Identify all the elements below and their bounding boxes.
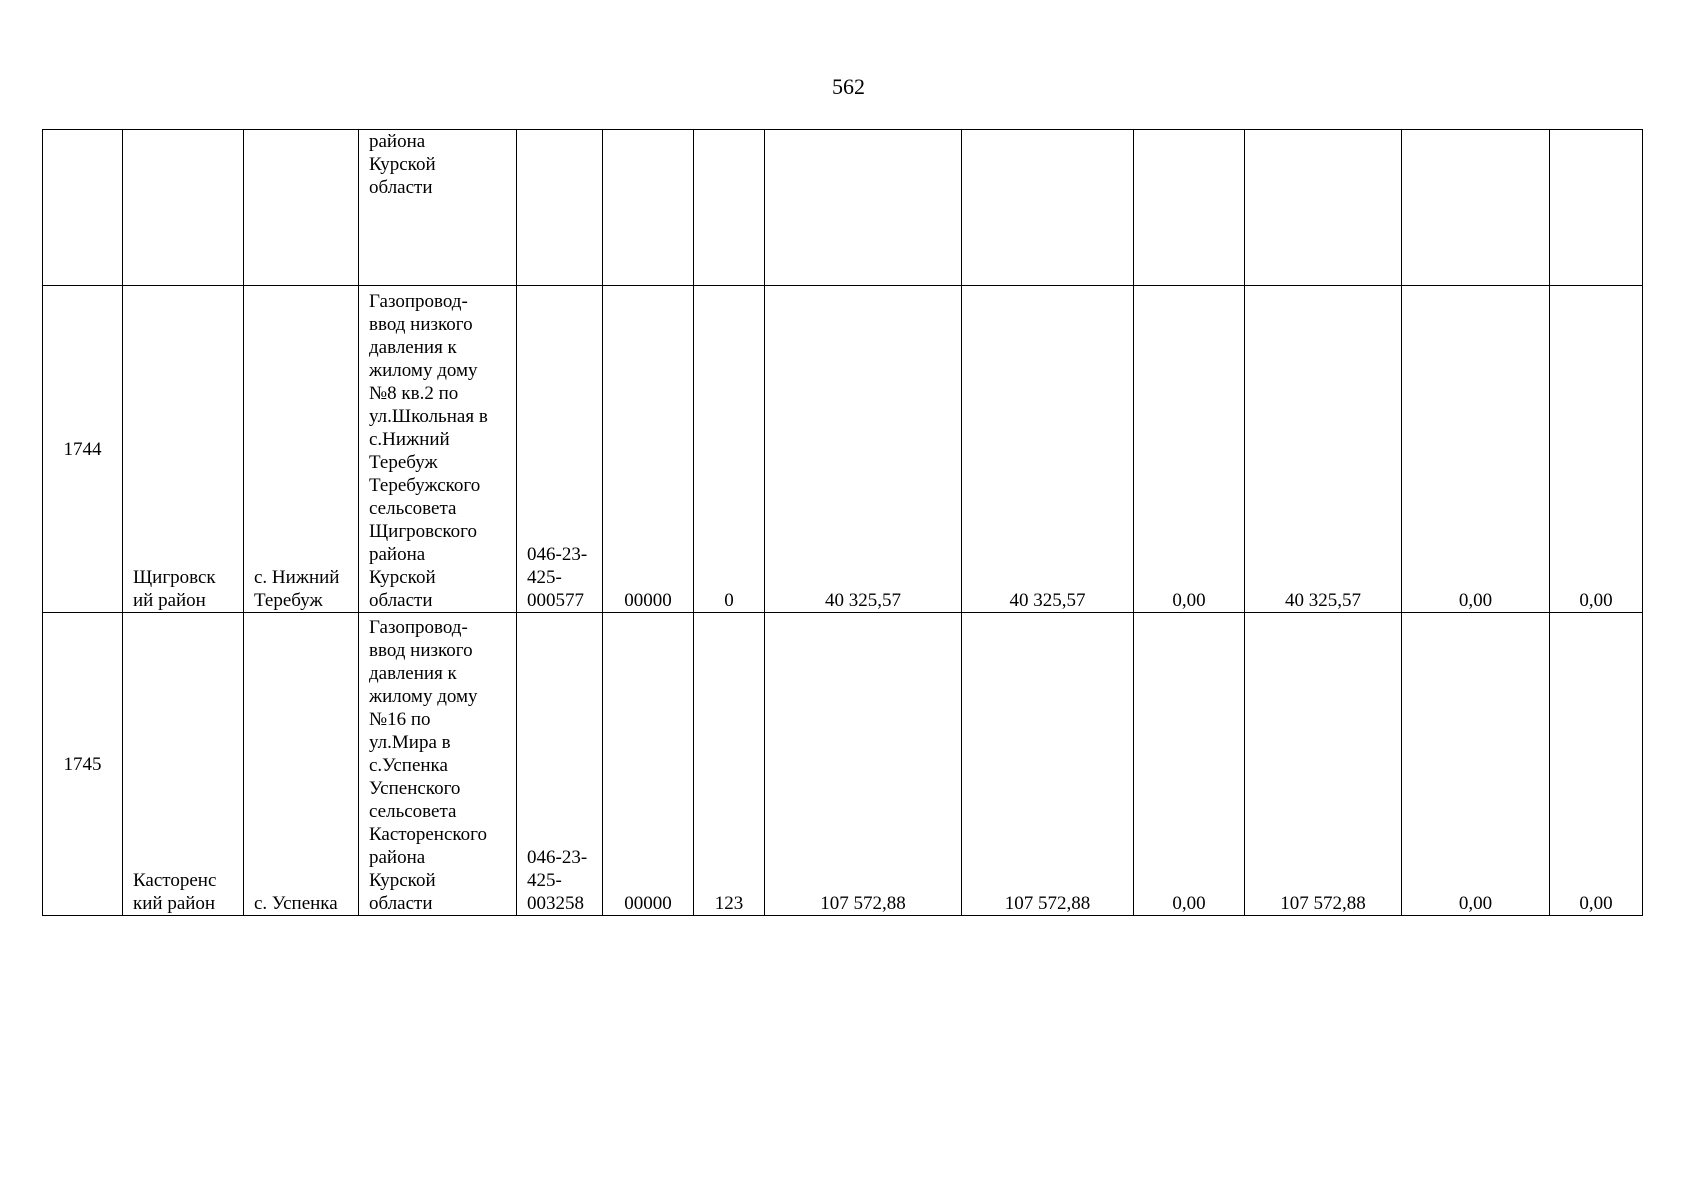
cell-value-4 xyxy=(1245,130,1402,286)
district-line: Касторенс xyxy=(133,870,217,891)
cell-value-1: 40 325,57 xyxy=(765,286,962,613)
register-table xyxy=(42,129,1643,916)
table-row-continuation xyxy=(43,130,1643,286)
settlement-line: с. Нижний xyxy=(254,567,340,588)
object-name-line: области xyxy=(369,177,433,198)
cell-value-6: 0,00 xyxy=(1550,613,1643,916)
cell-length: 0 xyxy=(694,286,765,613)
cadastral-line: 046-23- xyxy=(527,847,588,868)
cell-length: 123 xyxy=(694,613,765,916)
cell-object-name xyxy=(359,286,517,613)
cell-value-4: 40 325,57 xyxy=(1245,286,1402,613)
object-name-line: давления к xyxy=(369,337,457,358)
cell-value-1: 107 572,88 xyxy=(765,613,962,916)
district-line: Щигровск xyxy=(133,567,216,588)
cadastral-line: 425- xyxy=(527,870,562,891)
cell-value-5: 0,00 xyxy=(1402,613,1550,916)
object-name-line: жилому дому xyxy=(369,360,478,381)
cell-length xyxy=(694,130,765,286)
object-name-line: Касторенского xyxy=(369,824,487,845)
object-name-line: ул.Школьная в xyxy=(369,406,488,427)
district-line: ий район xyxy=(133,590,206,611)
object-name-line: Курской xyxy=(369,154,436,175)
object-name-line: Успенского xyxy=(369,778,461,799)
cell-value-2 xyxy=(962,130,1134,286)
cell-value-2: 107 572,88 xyxy=(962,613,1134,916)
object-name-line: Газопровод- xyxy=(369,617,468,638)
cadastral-line: 000577 xyxy=(527,590,584,611)
cell-value-5: 0,00 xyxy=(1402,286,1550,613)
page-number: 562 xyxy=(832,74,865,99)
cell-district xyxy=(123,613,244,916)
cell-settlement xyxy=(244,286,359,613)
cell-value-4: 107 572,88 xyxy=(1245,613,1402,916)
cell-code: 00000 xyxy=(603,613,694,916)
cell-cadastral xyxy=(517,613,603,916)
object-name-line: сельсовета xyxy=(369,498,457,519)
cell-value-2: 40 325,57 xyxy=(962,286,1134,613)
object-name-line: области xyxy=(369,590,433,611)
cell-settlement xyxy=(244,130,359,286)
cell-cadastral xyxy=(517,130,603,286)
object-name-line: жилому дому xyxy=(369,686,478,707)
object-name-line: Курской xyxy=(369,567,436,588)
object-name-line: ввод низкого xyxy=(369,640,473,661)
cell-value-3: 0,00 xyxy=(1134,613,1245,916)
cell-value-6: 0,00 xyxy=(1550,286,1643,613)
object-name-line: Теребуж xyxy=(369,452,438,473)
object-name-line: Щигровского xyxy=(369,521,478,542)
object-name-line: области xyxy=(369,893,433,914)
settlement-line: с. Успенка xyxy=(254,893,338,914)
table-row xyxy=(43,613,1643,916)
cell-settlement xyxy=(244,613,359,916)
object-name-line: района xyxy=(369,847,426,868)
cadastral-line: 046-23- xyxy=(527,544,588,565)
cell-value-5 xyxy=(1402,130,1550,286)
cell-code: 00000 xyxy=(603,286,694,613)
object-name-line: давления к xyxy=(369,663,457,684)
cadastral-line: 003258 xyxy=(527,893,584,914)
cell-value-6 xyxy=(1550,130,1643,286)
cell-value-1 xyxy=(765,130,962,286)
cell-object-name xyxy=(359,130,517,286)
object-name-line: сельсовета xyxy=(369,801,457,822)
cell-code xyxy=(603,130,694,286)
object-name-line: района xyxy=(369,544,426,565)
cell-district xyxy=(123,130,244,286)
cell-cadastral xyxy=(517,286,603,613)
cell-value-3 xyxy=(1134,130,1245,286)
cell-value-3: 0,00 xyxy=(1134,286,1245,613)
object-name-line: №8 кв.2 по xyxy=(369,383,459,404)
settlement-line: Теребуж xyxy=(254,590,323,611)
cell-object-name xyxy=(359,613,517,916)
cell-number xyxy=(43,130,123,286)
object-name-line: №16 по xyxy=(369,709,431,730)
district-line: кий район xyxy=(133,893,216,914)
cell-number: 1744 xyxy=(43,286,123,613)
cell-district xyxy=(123,286,244,613)
object-name-line: ввод низкого xyxy=(369,314,473,335)
object-name-line: с.Успенка xyxy=(369,755,448,776)
object-name-line: Курской xyxy=(369,870,436,891)
object-name-line: с.Нижний xyxy=(369,429,450,450)
object-name-line: Газопровод- xyxy=(369,291,468,312)
object-name-line: района xyxy=(369,131,426,152)
object-name-line: ул.Мира в xyxy=(369,732,451,753)
object-name-line: Теребужского xyxy=(369,475,481,496)
cell-number: 1745 xyxy=(43,613,123,916)
cadastral-line: 425- xyxy=(527,567,562,588)
object-name-lines xyxy=(369,130,508,199)
table-row xyxy=(43,286,1643,613)
